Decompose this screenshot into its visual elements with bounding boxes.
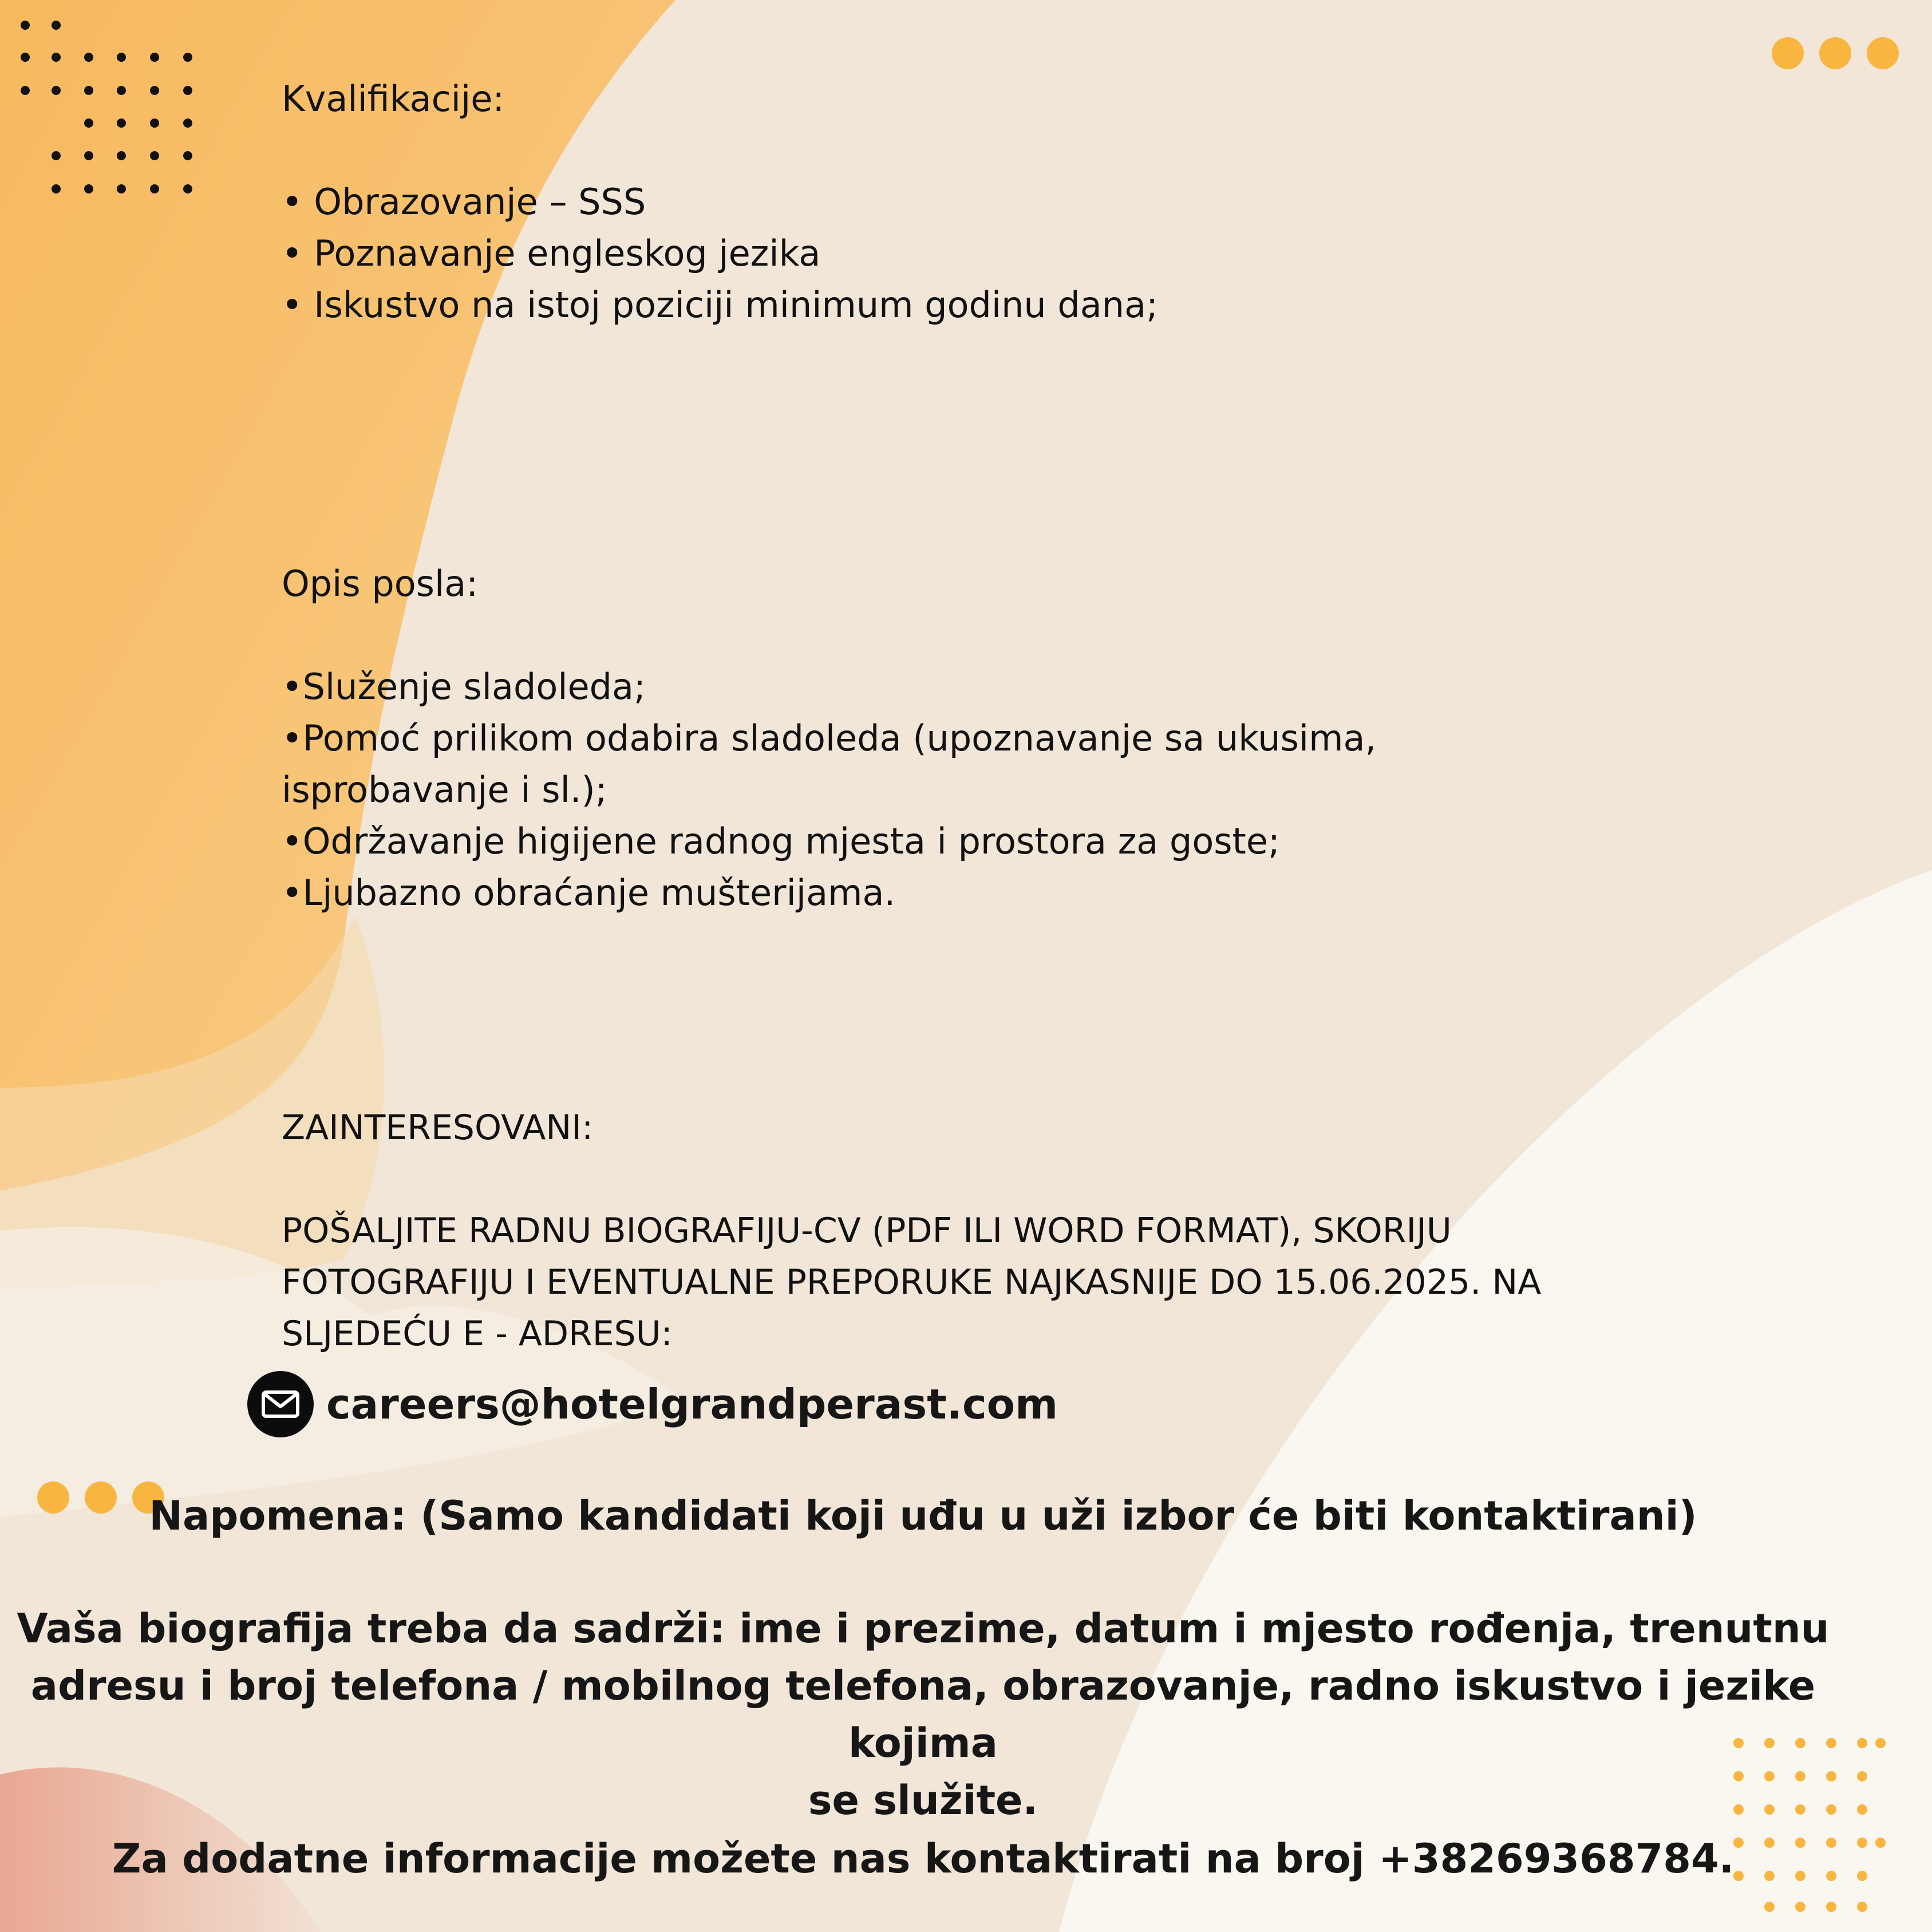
email-row[interactable] xyxy=(247,1371,1058,1437)
blank-line xyxy=(282,610,1376,661)
contact-text: Za dodatne informacije možete nas kontaktirati na broj +38269368784. xyxy=(112,1835,1735,1882)
email-link[interactable]: careers@hotelgrandperast.com xyxy=(326,1380,1058,1428)
orange-dots-top-right xyxy=(1769,34,1906,72)
duty-item: •Ljubazno obraćanje mušterijama. xyxy=(282,872,896,914)
dot-grid-top-left xyxy=(11,11,206,206)
duty-item: •Pomoć prilikom odabira sladoleda (upoznavanje sa ukusima, xyxy=(282,717,1377,759)
application-section xyxy=(282,1102,1541,1360)
duty-item: •Održavanje higijene radnog mjesta i prostora za goste; xyxy=(282,820,1280,862)
application-line: SLJEDEĆU E - ADRESU: xyxy=(282,1314,673,1354)
cv-requirements xyxy=(0,1600,1846,1829)
qualification-item: • Iskustvo na istoj poziciji minimum godinu dana; xyxy=(282,284,1158,326)
cv-requirements-line: se služite. xyxy=(808,1777,1038,1824)
qualifications-section xyxy=(282,73,1158,331)
application-line: FOTOGRAFIJU I EVENTUALNE PREPORUKE NAJKASNIJE DO 15.06.2025. NA xyxy=(282,1262,1542,1302)
application-title: ZAINTERESOVANI: xyxy=(282,1108,594,1148)
duty-item: isprobavanje i sl.); xyxy=(282,769,607,811)
note-text: Napomena: (Samo kandidati koji uđu u uži izbor će biti kontaktirani) xyxy=(149,1492,1697,1539)
qualifications-title: Kvalifikacije: xyxy=(282,78,505,120)
envelope-icon xyxy=(247,1371,314,1437)
qualification-item: • Obrazovanje – SSS xyxy=(282,181,646,223)
job-description-title: Opis posla: xyxy=(282,563,479,605)
cv-requirements-line: Vaša biografija treba da sadrži: ime i prezime, datum i mjesto rođenja, trenutnu xyxy=(17,1605,1830,1652)
job-description-section xyxy=(282,558,1376,919)
blank-line xyxy=(282,1153,1541,1205)
application-line: POŠALJITE RADNU BIOGRAFIJU-CV (PDF ILI WORD FORMAT), SKORIJU xyxy=(282,1211,1452,1251)
qualification-item: • Poznavanje engleskog jezika xyxy=(282,232,821,274)
duty-item: •Služenje sladoleda; xyxy=(282,666,646,708)
blank-line xyxy=(282,125,1158,176)
cv-requirements-line: adresu i broj telefona / mobilnog telefona, obrazovanje, radno iskustvo i jezike kojima xyxy=(30,1662,1816,1767)
